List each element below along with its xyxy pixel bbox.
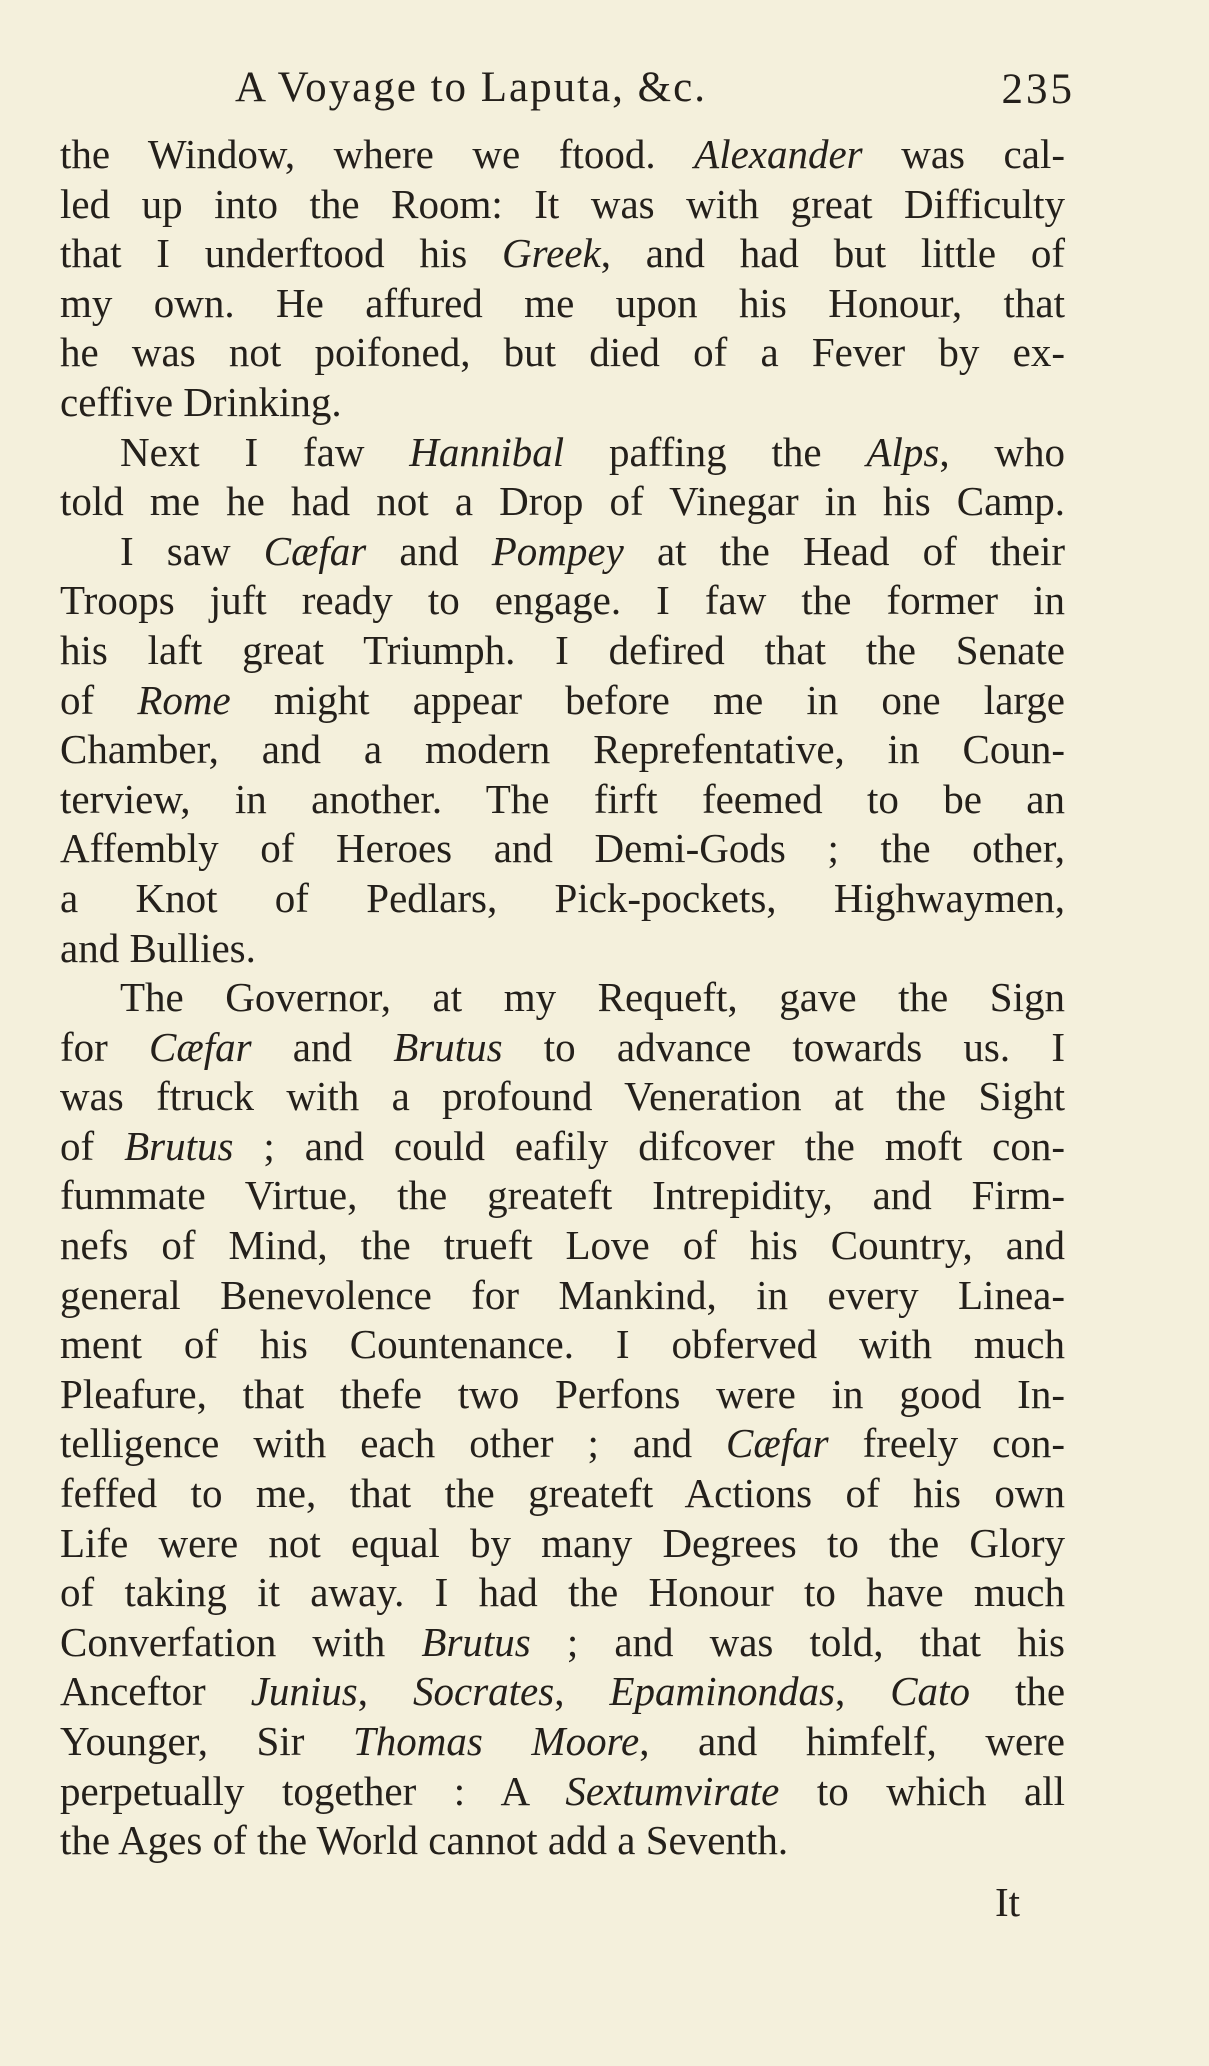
text-line: Troops juft ready to engage. I faw the former in xyxy=(60,577,1065,624)
text-line: Next I faw Hannibal paffing the Alps, who xyxy=(120,428,1066,475)
text-line: was ftruck with a profound Veneration at the Sight xyxy=(60,1073,1065,1120)
text-line: Pleafure, that thefe two Perfons were in good In- xyxy=(60,1370,1065,1417)
catchword: It xyxy=(995,1879,1021,1925)
text-line: and Bullies. xyxy=(60,924,256,971)
text-line: I saw Cæfar and Pompey at the Head of their xyxy=(120,527,1066,574)
text-line: Anceftor Junius, Socrates, Epaminondas, Cato the xyxy=(60,1668,1066,1715)
text-line: ceffive Drinking. xyxy=(60,378,342,425)
running-title: A Voyage to Laputa, &c. xyxy=(235,64,707,111)
text-line: the Window, where we ftood. Alexander was cal- xyxy=(60,131,1065,177)
text-line: ment of his Countenance. I obferved with much xyxy=(60,1321,1065,1368)
text-line: for Cæfar and Brutus to advance towards us. I xyxy=(60,1023,1065,1070)
text-line: told me he had not a Drop of Vinegar in his Camp. xyxy=(60,478,1065,525)
text-line: of Rome might appear before me in one large xyxy=(60,676,1066,723)
text-line: general Benevolence for Mankind, in every Linea- xyxy=(60,1271,1065,1318)
text-line: telligence with each other ; and Cæfar freely con- xyxy=(60,1420,1065,1467)
text-line: his laft great Triumph. I defired that the Senate xyxy=(60,626,1065,673)
text-line: Affembly of Heroes and Demi-Gods ; the other, xyxy=(60,825,1065,872)
text-line: terview, in another. The firft feemed to be an xyxy=(60,775,1065,822)
text-line: Life were not equal by many Degrees to the Glory xyxy=(60,1519,1065,1566)
text-line: Converfation with Brutus ; and was told, that his xyxy=(60,1618,1065,1665)
page-number: 235 xyxy=(1001,66,1075,113)
text-line: the Ages of the World cannot add a Seventh. xyxy=(60,1817,789,1864)
text-line: of taking it away. I had the Honour to have much xyxy=(60,1569,1065,1616)
text-line: of Brutus ; and could eafily difcover the moft con- xyxy=(60,1122,1066,1169)
text-line: led up into the Room: It was with great Difficulty xyxy=(60,180,1065,227)
text-line: feffed to me, that the greateft Actions of his own xyxy=(60,1470,1065,1517)
text-line: nefs of Mind, the trueft Love of his Country, and xyxy=(60,1222,1065,1269)
text-line: that I underftood his Greek, and had but little of xyxy=(60,230,1065,277)
text-line: he was not poifoned, but died of a Fever by ex- xyxy=(60,329,1065,376)
body-text xyxy=(60,130,1065,1866)
text-line: Chamber, and a modern Reprefentative, in Coun- xyxy=(60,726,1065,773)
text-line: my own. He affured me upon his Honour, that xyxy=(60,279,1065,326)
text-line: fummate Virtue, the greateft Intrepidity, and Firm- xyxy=(60,1172,1065,1219)
text-line: a Knot of Pedlars, Pick-pockets, Highwaymen, xyxy=(60,874,1065,921)
text-line: Younger, Sir Thomas Moore, and himfelf, were xyxy=(60,1718,1065,1764)
text-line: The Governor, at my Requeft, gave the Sign xyxy=(120,974,1065,1021)
text-line: perpetually together : A Sextumvirate to which all xyxy=(60,1767,1065,1814)
page-header xyxy=(235,58,1075,118)
